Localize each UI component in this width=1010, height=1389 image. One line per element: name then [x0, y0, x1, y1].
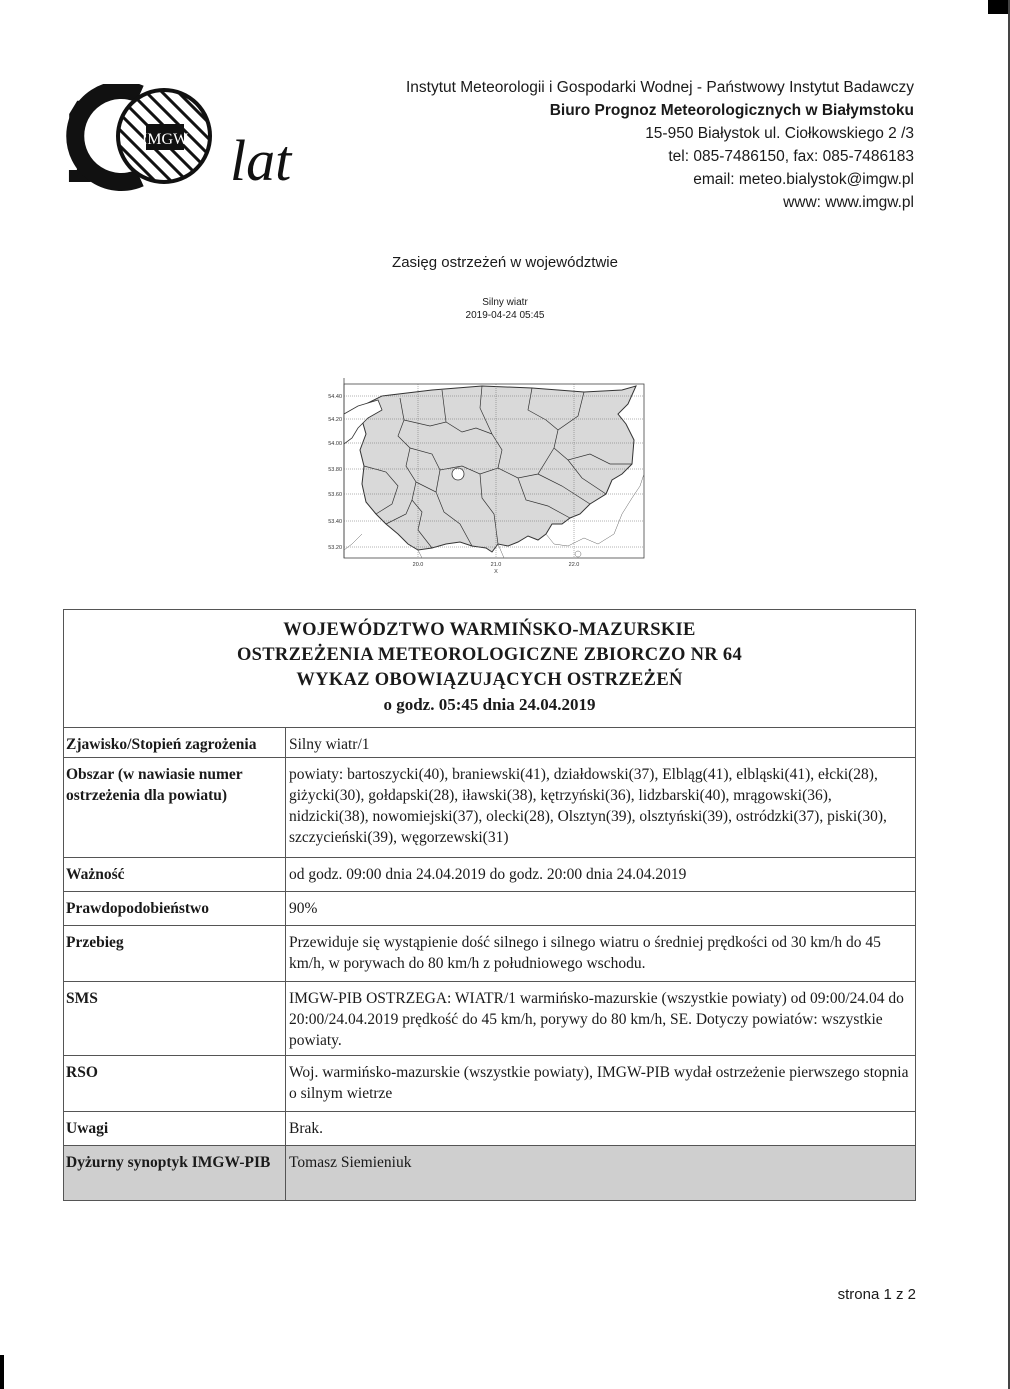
table-row	[64, 982, 915, 1056]
row-value: 90%	[289, 900, 318, 917]
table-row	[64, 892, 915, 926]
table-row	[64, 858, 915, 892]
row-label: Prawdopodobieństwo	[64, 892, 286, 925]
warning-range-map	[322, 374, 662, 574]
map-datetime: 2019-04-24 05:45	[465, 310, 545, 321]
warning-document	[63, 609, 916, 1201]
office-website[interactable]: www: www.imgw.pl	[783, 194, 914, 211]
row-value: Brak.	[289, 1120, 324, 1137]
row-value: IMGW-PIB OSTRZEGA: WIATR/1 warmińsko-mazurskie (wszystkie powiaty) od 09:00/24.04 do 20:00/24.04.2019 prędkość do 45 km/h, porywy do 80 km/h, SE. Dotyczy powiatów: wszystkie powiaty.	[289, 990, 904, 1049]
logo-badge: IMGW	[141, 131, 189, 148]
table-row	[64, 1146, 915, 1200]
table-row	[64, 926, 915, 982]
row-label: Uwagi	[64, 1112, 286, 1145]
list-title: WYKAZ OBOWIĄZUJĄCYCH OSTRZEŻEŃ	[296, 670, 683, 690]
issue-time: o godz. 05:45 dnia 24.04.2019	[383, 695, 596, 714]
logo-digit: 1	[66, 84, 92, 194]
logo-lat-text: lat	[230, 128, 292, 193]
office-address: 15-950 Białystok ul. Ciołkowskiego 2 /3	[645, 125, 914, 142]
map-phenomenon: Silny wiatr	[482, 297, 528, 308]
scan-edge-mark-left	[0, 1355, 4, 1389]
warnings-title: OSTRZEŻENIA METEOROLOGICZNE ZBIORCZO NR 64	[236, 645, 742, 665]
row-label: Ważność	[64, 858, 286, 891]
row-label: Dyżurny synoptyk IMGW-PIB	[64, 1146, 286, 1200]
table-row	[64, 1112, 915, 1146]
y-tick-label: 53.20	[328, 545, 342, 551]
voivodeship-title: WOJEWÓDZTWO WARMIŃSKO-MAZURSKIE	[283, 620, 696, 640]
row-value: Woj. warmińsko-mazurskie (wszystkie powiaty), IMGW-PIB wydał ostrzeżenie pierwszego stopnia o silnym wietrze	[289, 1064, 909, 1102]
row-label: SMS	[64, 982, 286, 1055]
map-title: Zasięg ostrzeżeń w województwie	[392, 254, 618, 271]
x-tick-label: 21.0	[490, 562, 502, 568]
y-tick-label: 54.00	[328, 441, 342, 447]
row-value: Tomasz Siemieniuk	[286, 1146, 915, 1200]
scan-edge-mark	[988, 0, 1010, 14]
y-tick-label: 53.80	[328, 467, 342, 473]
map-caption	[0, 296, 1010, 322]
institute-name: Instytut Meteorologii i Gospodarki Wodnej - Państwowy Instytut Badawczy	[406, 79, 914, 96]
x-tick-label: 22.0	[568, 562, 580, 568]
row-label: RSO	[64, 1056, 286, 1111]
row-value: Silny wiatr/1	[289, 736, 370, 753]
table-row	[64, 728, 915, 758]
institute-header	[406, 76, 914, 214]
y-tick-label: 54.20	[328, 417, 342, 423]
table-row	[64, 758, 915, 858]
imgw-100-lat-logo	[66, 84, 306, 194]
office-phone: tel: 085-7486150, fax: 085-7486183	[668, 148, 914, 165]
row-value: Przewiduje się wystąpienie dość silnego i silnego wiatru o średniej prędkości od 30 km/h do 45 km/h, w porywach do 80 km/h z południowego wschodu.	[289, 934, 881, 972]
row-label: Zjawisko/Stopień zagrożenia	[64, 728, 286, 757]
row-value: od godz. 09:00 dnia 24.04.2019 do godz. 20:00 dnia 24.04.2019	[289, 866, 687, 883]
page-number: strona 1 z 2	[837, 1286, 916, 1303]
x-tick-label: 20.0	[412, 562, 424, 568]
office-name: Biuro Prognoz Meteorologicznych w Białymstoku	[549, 102, 914, 119]
row-label: Przebieg	[64, 926, 286, 981]
document-header	[64, 610, 915, 728]
y-tick-label: 53.60	[328, 492, 342, 498]
table-row	[64, 1056, 915, 1112]
y-tick-label: 54.40	[328, 394, 342, 400]
y-tick-label: 53.40	[328, 519, 342, 525]
x-axis-mark: X	[494, 569, 498, 574]
row-value: powiaty: bartoszycki(40), braniewski(41), działdowski(37), Elbląg(41), elbląski(41), ełcki(28), giżycki(30), gołdapski(28), iławski(38), kętrzyński(36), lidzbarski(40), mrągowski(36), nidzicki(38), nowomiejski(37), olecki(28), Olsztyn(39), olsztyński(39), ostródzki(37), piski(30), szczycieński(39), węgorzewski(31)	[289, 766, 887, 846]
office-email[interactable]: email: meteo.bialystok@imgw.pl	[693, 171, 914, 188]
row-label: Obszar (w nawiasie numer ostrzeżenia dla powiatu)	[64, 758, 286, 857]
